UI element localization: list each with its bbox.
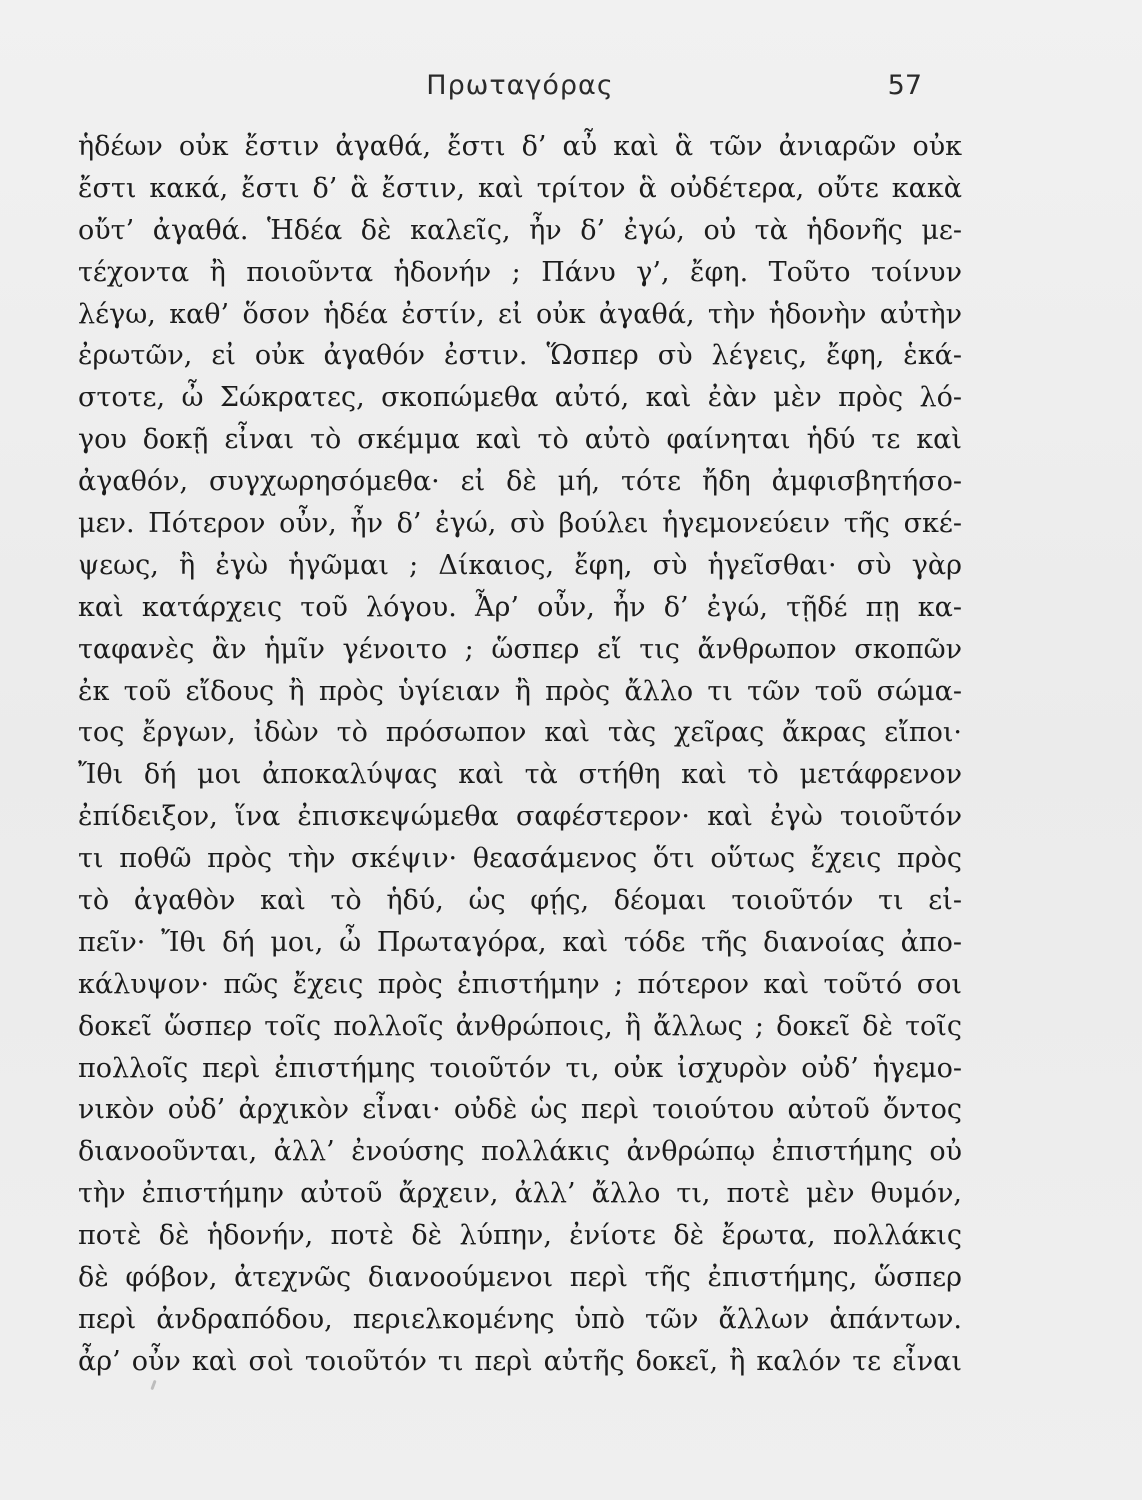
text-line: λέγω, καθ’ ὅσον ἡδέα ἐστίν, εἰ οὐκ ἀγαθά, τὴν ἡδονὴν αὐτὴν [78, 298, 962, 330]
text-line: κάλυψον· πῶς ἔχεις πρὸς ἐπιστήμην ; πότερον καὶ τοῦτό σοι [78, 968, 962, 1000]
text-line: ἐκ τοῦ εἴδους ἢ πρὸς ὑγίειαν ἢ πρὸς ἄλλο τι τῶν τοῦ σώμα- [78, 675, 962, 707]
text-line: ἐπίδειξον, ἵνα ἐπισκεψώμεθα σαφέστερον· καὶ ἐγὼ τοιοῦτόν [78, 801, 962, 833]
text-line: νικὸν οὐδ’ ἀρχικὸν εἶναι· οὐδὲ ὡς περὶ τοιούτου αὐτοῦ ὄντος [78, 1094, 962, 1126]
text-line: περὶ ἀνδραπόδου, περιελκομένης ὑπὸ τῶν ἄλλων ἁπάντων. [78, 1303, 962, 1335]
text-line: δοκεῖ ὥσπερ τοῖς πολλοῖς ἀνθρώποις, ἢ ἄλλως ; δοκεῖ δὲ τοῖς [78, 1010, 962, 1042]
text-line: μεν. Πότερον οὖν, ἦν δ’ ἐγώ, σὺ βούλει ἡγεμονεύειν τῆς σκέ- [78, 508, 962, 540]
greek-text-body [78, 126, 962, 1383]
text-line: ταφανὲς ἂν ἡμῖν γένοιτο ; ὥσπερ εἴ τις ἄνθρωπον σκοπῶν [78, 633, 962, 665]
text-line: ἐρωτῶν, εἰ οὐκ ἀγαθόν ἐστιν. Ὥσπερ σὺ λέγεις, ἔφη, ἑκά- [78, 340, 962, 372]
text-line: στοτε, ὦ Σώκρατες, σκοπώμεθα αὐτό, καὶ ἐὰν μὲν πρὸς λό- [78, 382, 962, 414]
text-line: ἔστι κακά, ἔστι δ’ ἃ ἔστιν, καὶ τρίτον ἃ οὐδέτερα, οὔτε κακὰ [78, 172, 962, 204]
text-line: γου δοκῇ εἶναι τὸ σκέμμα καὶ τὸ αὐτὸ φαίνηται ἡδύ τε καὶ [78, 424, 962, 456]
text-line: τος ἔργων, ἰδὼν τὸ πρόσωπον καὶ τὰς χεῖρας ἄκρας εἴποι· [78, 717, 962, 749]
page-header [78, 70, 962, 120]
page-number: 57 [887, 70, 922, 101]
text-line: τι ποθῶ πρὸς τὴν σκέψιν· θεασάμενος ὅτι οὕτως ἔχεις πρὸς [78, 843, 962, 875]
text-line: ἡδέων οὐκ ἔστιν ἀγαθά, ἔστι δ’ αὖ καὶ ἃ τῶν ἀνιαρῶν οὐκ [78, 131, 962, 162]
text-line: καὶ κατάρχεις τοῦ λόγου. Ἆρ’ οὖν, ἦν δ’ ἐγώ, τῇδέ πῃ κα- [78, 591, 962, 623]
text-line: πεῖν· Ἴθι δή μοι, ὦ Πρωταγόρα, καὶ τόδε τῆς διανοίας ἀπο- [78, 926, 962, 958]
text-line: ἆρ’ οὖν καὶ σοὶ τοιοῦτόν τι περὶ αὐτῆς δοκεῖ, ἢ καλόν τε εἶναι [78, 1345, 962, 1377]
text-line: τὸ ἀγαθὸν καὶ τὸ ἡδύ, ὡς φῄς, δέομαι τοιοῦτόν τι εἰ- [78, 885, 962, 917]
text-line: πολλοῖς περὶ ἐπιστήμης τοιοῦτόν τι, οὐκ ἰσχυρὸν οὐδ’ ἡγεμο- [78, 1052, 962, 1084]
text-line: διανοοῦνται, ἀλλ’ ἐνούσης πολλάκις ἀνθρώπῳ ἐπιστήμης οὐ [78, 1136, 962, 1168]
text-line: ἀγαθόν, συγχωρησόμεθα· εἰ δὲ μή, τότε ἤδη ἀμφισβητήσο- [78, 466, 962, 498]
text-line: δὲ φόβον, ἀτεχνῶς διανοούμενοι περὶ τῆς ἐπιστήμης, ὥσπερ [78, 1262, 962, 1294]
text-line: ποτὲ δὲ ἡδονήν, ποτὲ δὲ λύπην, ἐνίοτε δὲ ἔρωτα, πολλάκις [78, 1220, 962, 1252]
text-line: ψεως, ἢ ἐγὼ ἡγῶμαι ; Δίκαιος, ἔφη, σὺ ἡγεῖσθαι· σὺ γὰρ [78, 549, 962, 581]
text-line: Ἴθι δή μοι ἀποκαλύψας καὶ τὰ στήθη καὶ τὸ μετάφρενον [78, 759, 962, 791]
text-line: οὔτ’ ἀγαθά. Ἡδέα δὲ καλεῖς, ἦν δ’ ἐγώ, οὐ τὰ ἡδονῆς με- [78, 214, 962, 246]
text-line: τέχοντα ἢ ποιοῦντα ἡδονήν ; Πάνυ γ’, ἔφη. Τοῦτο τοίνυν [78, 256, 962, 288]
running-title: Πρωταγόρας [426, 70, 614, 101]
text-line: τὴν ἐπιστήμην αὐτοῦ ἄρχειν, ἀλλ’ ἄλλο τι, ποτὲ μὲν θυμόν, [78, 1178, 962, 1210]
